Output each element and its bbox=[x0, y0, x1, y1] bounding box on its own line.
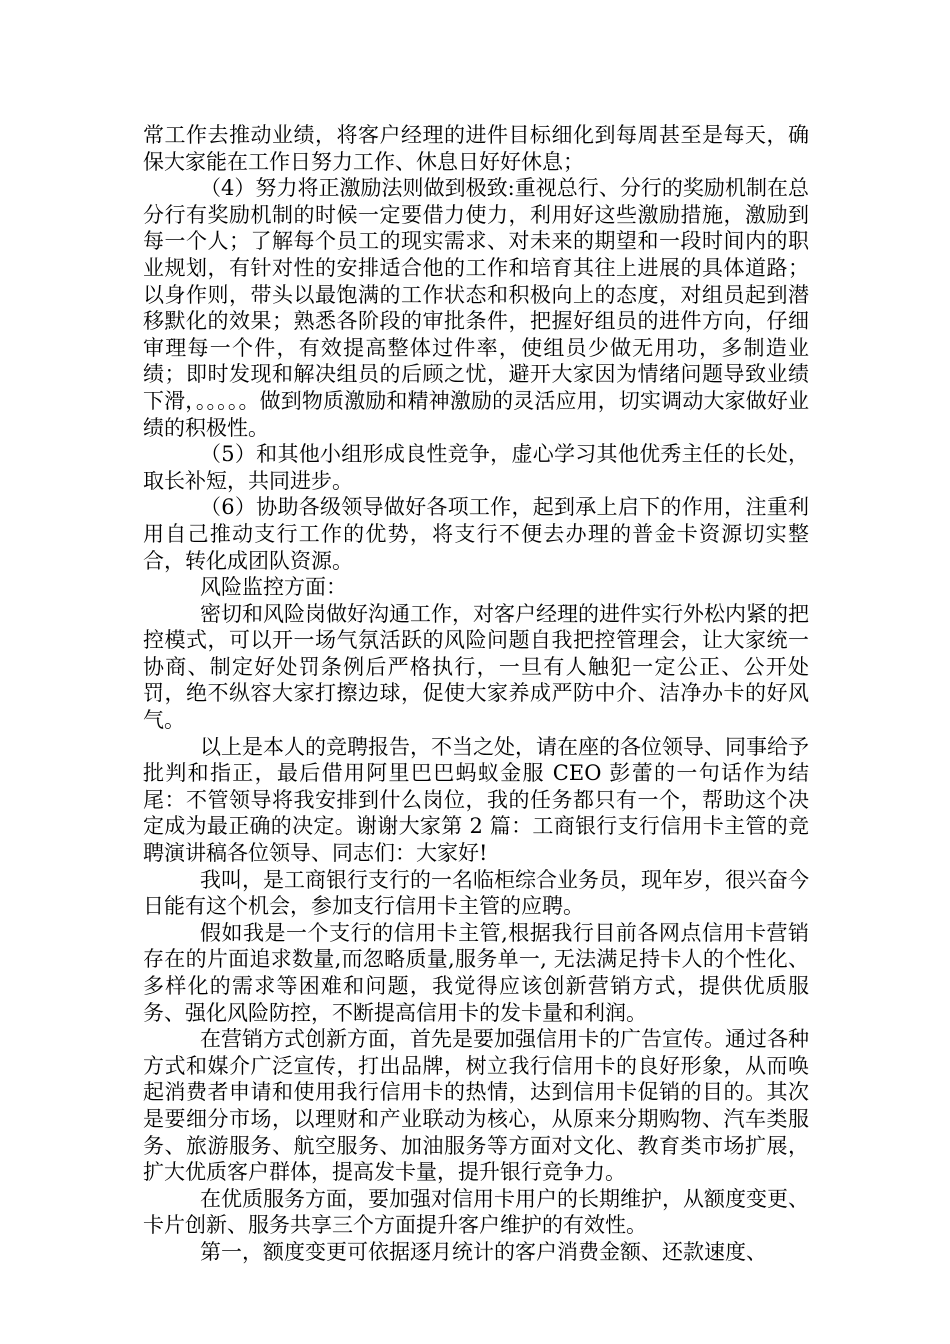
paragraph-6: 密切和风险岗做好沟通工作，对客户经理的进件实行外松内紧的把控模式，可以开一场气氛活跃的风险问题自我把控管理会，让大家统一协商、制定好处罚条例后严格执行，一旦有人触犯一定公正、公开处罚，绝不纵容大家打擦边球，促使大家养成严防中介、洁净办卡的好风气。 bbox=[143, 601, 809, 733]
document-page bbox=[143, 122, 809, 1266]
paragraph-2: （4）努力将正激励法则做到极致:重视总行、分行的奖励机制在总分行有奖励机制的时候一定要借力使力，利用好这些激励措施，激励到每一个人；了解每个员工的现实需求、对未来的期望和一段时间内的职业规划，有针对性的安排适合他的工作和培育其往上进展的具体道路；以身作则，带头以最饱满的工作状态和积极向上的态度，对组员起到潜移默化的效果；熟悉各阶段的审批条件，把握好组员的进件方向，仔细审理每一个件，有效提高整体过件率，使组员少做无用功，多制造业绩；即时发现和解决组员的后顾之忧，避开大家因为情绪问题导致业绩下滑，。。。。。做到物质激励和精神激励的灵活应用，切实调动大家做好业绩的积极性。 bbox=[143, 176, 809, 440]
paragraph-3: （5）和其他小组形成良性竞争，虚心学习其他优秀主任的长处，取长补短，共同进步。 bbox=[143, 442, 809, 493]
paragraph-11: 在优质服务方面，要加强对信用卡用户的长期维护，从额度变更、卡片创新、服务共享三个方面提升客户维护的有效性。 bbox=[143, 1186, 809, 1238]
paragraph-8: 我叫，是工商银行支行的一名临柜综合业务员，现年岁，很兴奋今日能有这个机会，参加支行信用卡主管的应聘。 bbox=[143, 867, 809, 919]
paragraph-7: 以上是本人的竞聘报告，不当之处，请在座的各位领导、同事给予批判和指正，最后借用阿里巴巴蚂蚁金服 CEO 彭蕾的一句话作为结尾：不管领导将我安排到什么岗位，我的任务都只有一个，帮助这个决定成为最正确的决定。谢谢大家第 2 篇：工商银行支行信用卡主管的竞聘演讲稿各位领导、同志们：大家好! bbox=[143, 734, 809, 866]
paragraph-9: 假如我是一个支行的信用卡主管,根据我行目前各网点信用卡营销存在的片面追求数量,而忽略质量,服务单一, 无法满足持卡人的个性化、多样化的需求等困难和问题，我觉得应该创新营销方式，提供优质服务、强化风险防控，不断提高信用卡的发卡量和利润。 bbox=[143, 920, 809, 1025]
paragraph-4: （6）协助各级领导做好各项工作，起到承上启下的作用，注重利用自己推动支行工作的优势，将支行不便去办理的普金卡资源切实整合，转化成团队资源。 bbox=[143, 495, 809, 573]
paragraph-12: 第一，额度变更可依据逐月统计的客户消费金额、还款速度、 bbox=[200, 1239, 767, 1264]
paragraph-10: 在营销方式创新方面，首先是要加强信用卡的广告宣传。通过各种方式和媒介广泛宣传，打出品牌，树立我行信用卡的良好形象，从而唤起消费者申请和使用我行信用卡的热情，达到信用卡促销的目的。其次是要细分市场，以理财和产业联动为核心，从原来分期购物、汽车类服务、旅游服务、航空服务、加油服务等方面对文化、教育类市场扩展，扩大优质客户群体，提高发卡量，提升银行竞争力。 bbox=[143, 1027, 809, 1185]
paragraph-1: 常工作去推动业绩，将客户经理的进件目标细化到每周甚至是每天，确保大家能在工作日努力工作、休息日好好休息； bbox=[143, 123, 809, 174]
section-heading-risk-control: 风险监控方面： bbox=[200, 575, 347, 600]
